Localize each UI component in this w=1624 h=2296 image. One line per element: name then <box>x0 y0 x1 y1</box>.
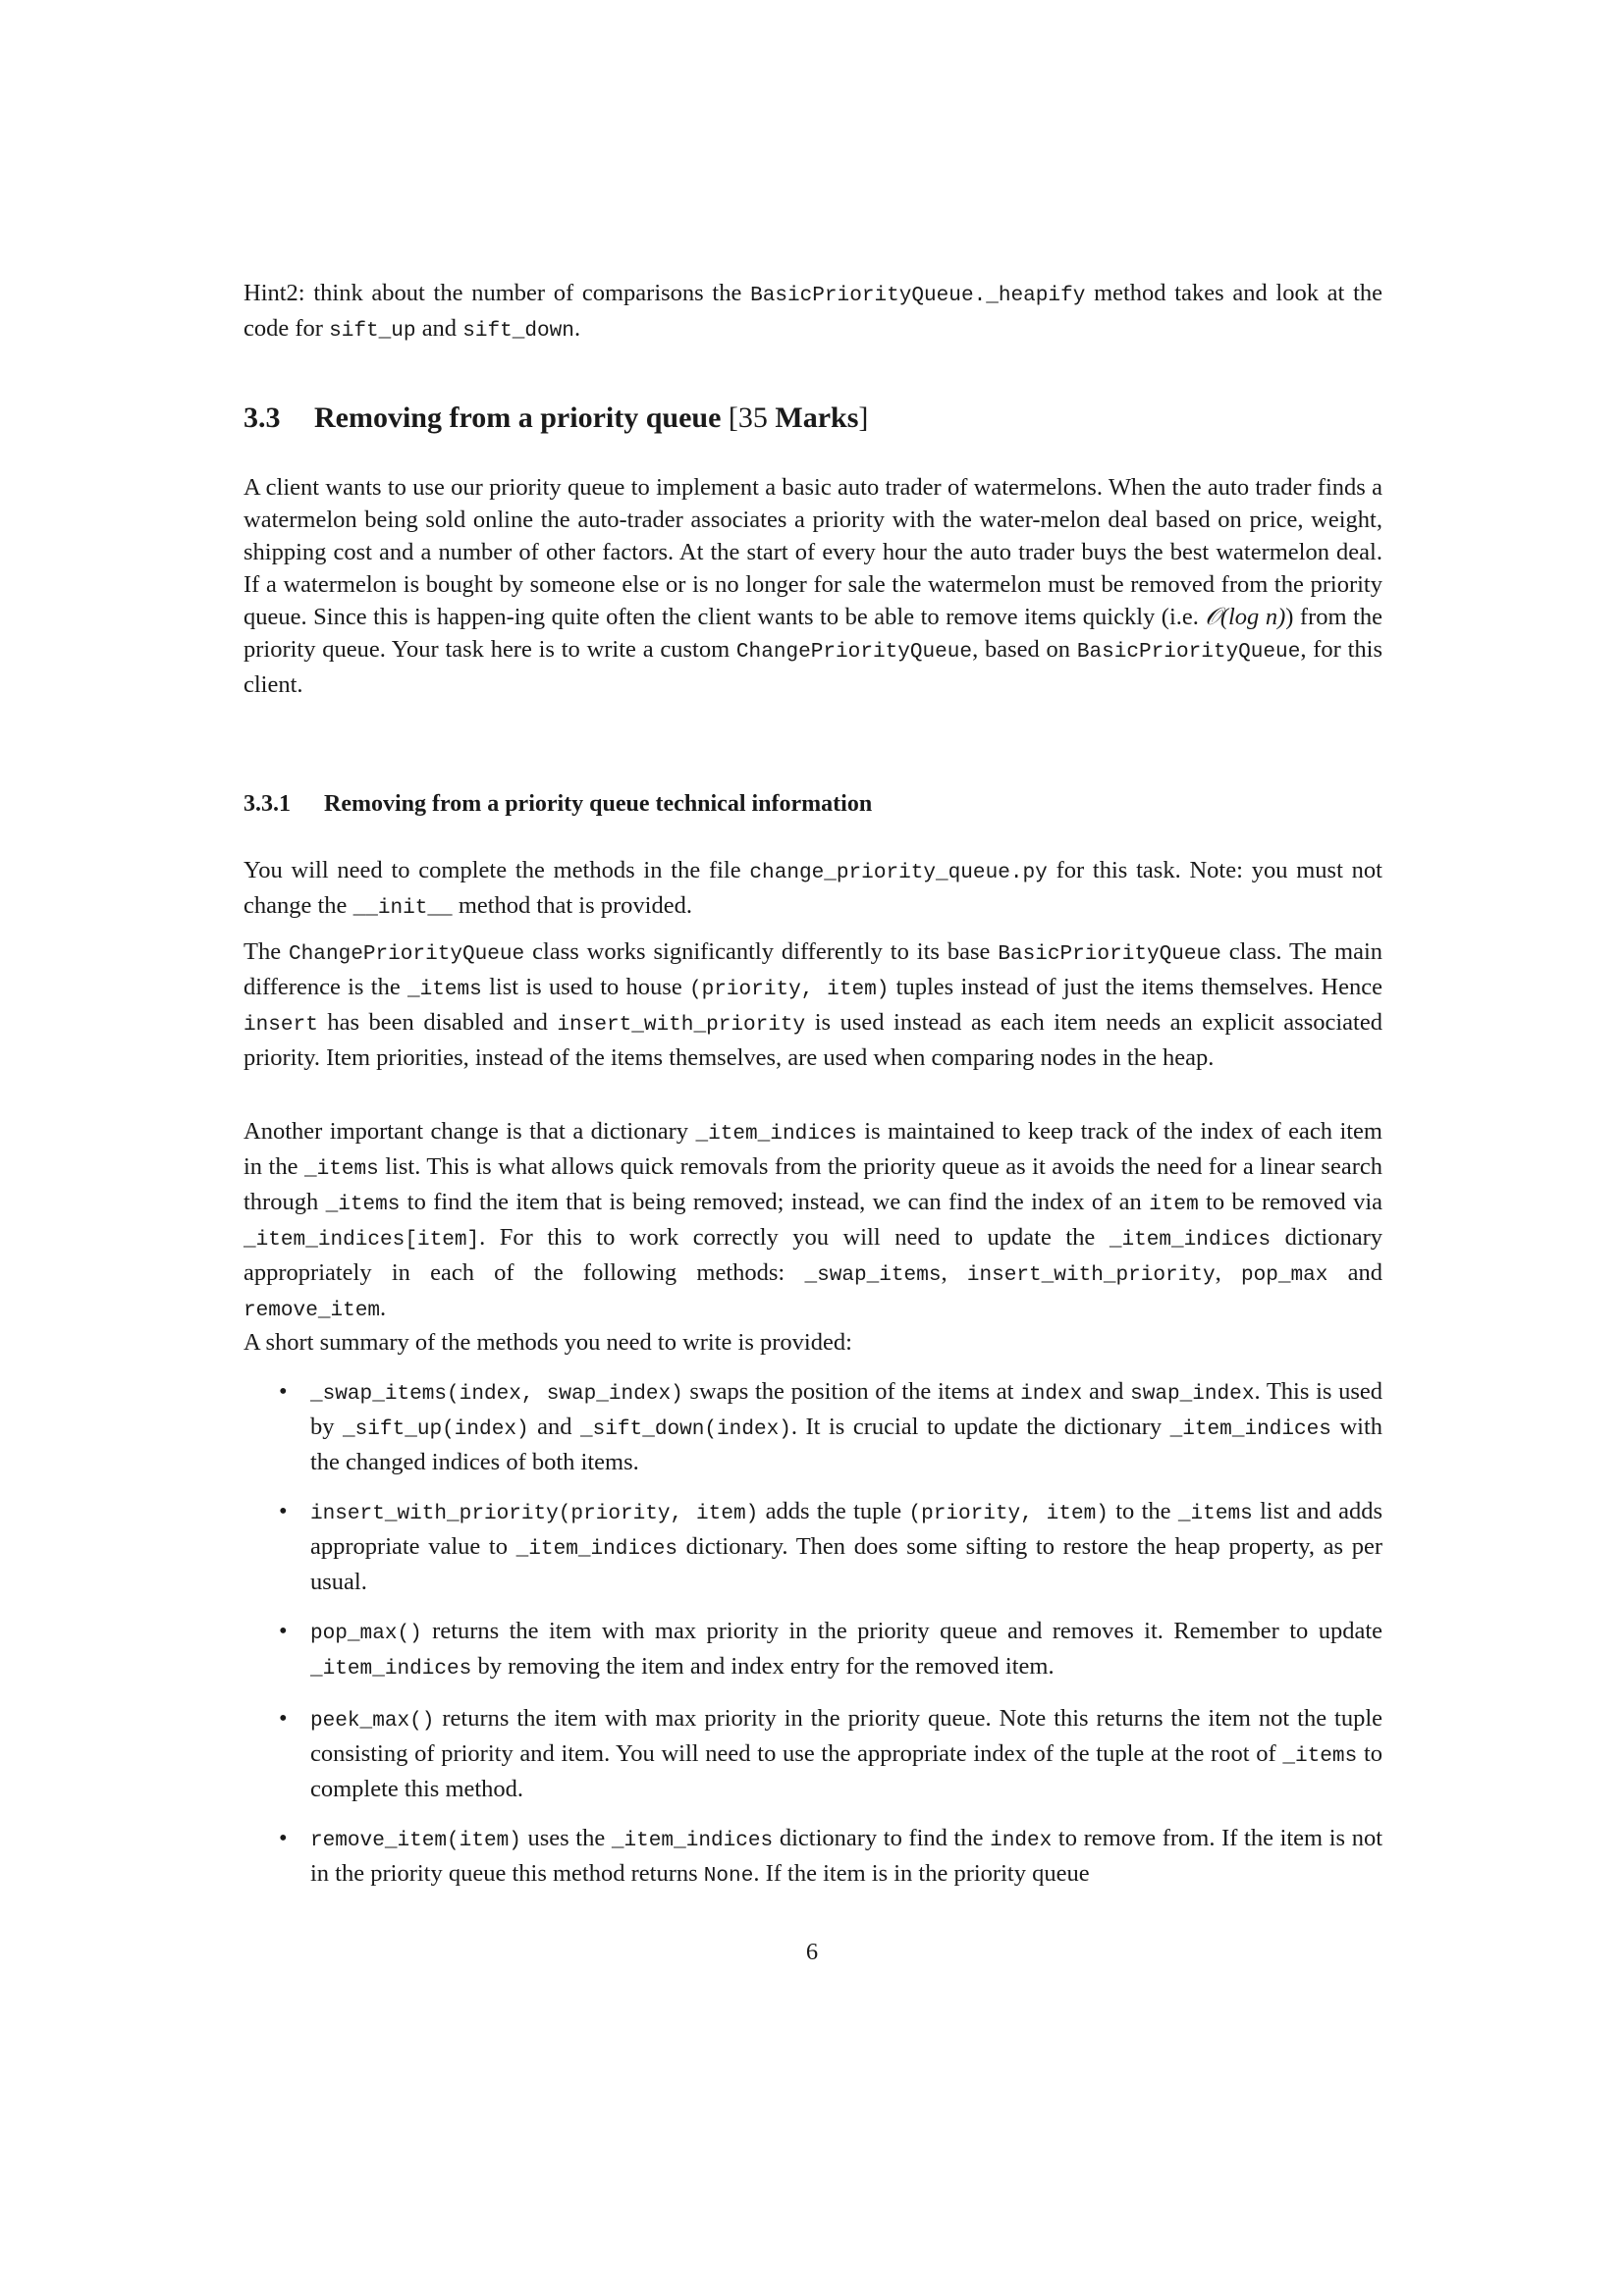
text-run: by removing the item and index entry for the removed item. <box>471 1653 1055 1680</box>
text-run: list is used to house <box>481 974 689 1000</box>
inline-code: _items <box>303 1157 379 1181</box>
inline-code: insert_with_priority(priority, item) <box>310 1502 759 1525</box>
text-run: You will need to complete the methods in the file <box>244 857 750 883</box>
inline-code: remove_item(item) <box>310 1829 521 1852</box>
inline-code: BasicPriorityQueue <box>998 942 1221 966</box>
list-item <box>244 1375 1382 1478</box>
summary-paragraph <box>244 1326 1382 1359</box>
text-run: dictionary to find the <box>773 1825 991 1851</box>
list-item <box>244 1822 1382 1893</box>
subsection-title: Removing from a priority queue technical information <box>324 791 873 817</box>
text-run: list. This is what allows quick removals from the priority queue as it avoids the need for a linear search through <box>244 1153 1382 1215</box>
text-run: to remove from. If the item is not in the priority queue this method returns <box>310 1825 1383 1887</box>
inline-code: _sift_down(index) <box>580 1417 791 1441</box>
list-item <box>244 1615 1382 1685</box>
text-run: , based on <box>972 636 1077 663</box>
text-run: method that is provided. <box>452 892 692 919</box>
bullet-icon: • <box>279 1705 288 1732</box>
inline-code: insert_with_priority <box>557 1013 806 1037</box>
text-run: A short summary of the methods you need to write is provided: <box>244 1329 852 1356</box>
inline-code: (priority, item) <box>688 978 890 1001</box>
inline-code: sift_down <box>462 319 574 343</box>
text-run: , <box>1215 1259 1241 1286</box>
bullet-icon: • <box>279 1498 288 1524</box>
inline-code: peek_max() <box>310 1709 435 1733</box>
inline-code: _swap_items <box>804 1263 942 1287</box>
section-heading <box>244 400 868 436</box>
inline-code: _item_indices <box>1169 1417 1331 1441</box>
text-run: dictionary. Then does some sifting to restore the heap property, as per usual. <box>310 1533 1382 1595</box>
inline-code: sift_up <box>329 319 416 343</box>
text-run: has been disabled and <box>317 1009 558 1036</box>
text-run: to complete this method. <box>310 1740 1382 1802</box>
text-run: . For this to work correctly you will need to update the <box>479 1224 1110 1251</box>
text-run: returns the item with max priority in the priority queue and removes it. Remember to update <box>421 1618 1382 1644</box>
text-run: ) from the priority queue. Your task here is to write a custom <box>244 604 1383 663</box>
subsection-number: 3.3.1 <box>244 791 291 817</box>
methods-list <box>244 1375 1382 1909</box>
inline-code: _swap_items(index, swap_index) <box>310 1382 683 1406</box>
inline-code: insert_with_priority <box>966 1263 1216 1287</box>
inline-code: index <box>990 1829 1053 1852</box>
text-run: , for this client. <box>244 636 1382 698</box>
inline-code: _items <box>406 978 482 1001</box>
inline-code: item <box>1149 1193 1199 1216</box>
inline-code: swap_index <box>1130 1382 1255 1406</box>
text-run: is maintained to keep track of the index of each item in the <box>244 1118 1382 1180</box>
inline-code: BasicPriorityQueue._heapify <box>750 284 1086 307</box>
text-run: . If the item is in the priority queue <box>753 1860 1090 1887</box>
hint-paragraph <box>244 277 1382 347</box>
marks-open: [35 <box>728 401 776 434</box>
list-item <box>244 1495 1382 1598</box>
inline-code: ChangePriorityQueue <box>289 942 525 966</box>
subsection-heading <box>244 789 872 819</box>
text-run: list and adds appropriate value to <box>310 1498 1383 1560</box>
inline-code: _items <box>1282 1744 1358 1768</box>
text-run: class. The main difference is the <box>244 938 1383 1000</box>
text-run: . It is crucial to update the dictionary <box>790 1414 1170 1440</box>
text-run: tuples instead of just the items themselves. Hence <box>889 974 1382 1000</box>
class-difference-paragraph <box>244 935 1382 1074</box>
inline-code: _sift_up(index) <box>343 1417 529 1441</box>
inline-code: _item_indices <box>515 1537 677 1561</box>
text-run: with the changed indices of both items. <box>310 1414 1383 1475</box>
marks-label: Marks <box>775 401 859 434</box>
inline-code: pop_max() <box>310 1622 422 1645</box>
bullet-icon: • <box>279 1825 288 1851</box>
text-run: and <box>528 1414 580 1440</box>
inline-code: pop_max <box>1240 1263 1328 1287</box>
inline-code: _items <box>325 1193 401 1216</box>
text-run: The <box>244 938 290 965</box>
text-run: to be removed via <box>1198 1189 1383 1215</box>
text-run: . <box>573 315 581 342</box>
text-run: and <box>1327 1259 1383 1286</box>
text-run: swaps the position of the items at <box>682 1378 1021 1405</box>
inline-code: insert <box>244 1013 318 1037</box>
text-run: returns the item with max priority in the priority queue. Note this returns the item not the tuple consisting of priority and item. You will need to use the appropriate index of the tuple at the root of <box>310 1705 1382 1767</box>
text-run: , <box>941 1259 967 1286</box>
inline-code: _item_indices <box>310 1657 472 1681</box>
inline-code: _item_indices <box>1109 1228 1272 1252</box>
section-title: Removing from a priority queue <box>314 401 722 434</box>
inline-code: _item_indices[item] <box>244 1228 480 1252</box>
inline-code: change_priority_queue.py <box>749 861 1048 884</box>
text-run: A client wants to use our priority queue to implement a basic auto trader of watermelons. When the auto trader finds a watermelon being sold online the auto-trader associates a priority with the water-melon deal based on price, weight, shipping cost and a number of other factors. At the start of every hour the auto trader buys the best watermelon deal. If a watermelon is bought by someone else or is no longer for sale the watermelon must be removed from the priority queue. Since this is happen-ing quite often the client wants to be able to remove items quickly (i.e. <box>244 474 1382 630</box>
inline-code: ChangePriorityQueue <box>735 640 973 664</box>
bullet-icon: • <box>279 1618 288 1644</box>
inline-code: _items <box>1177 1502 1253 1525</box>
page-number: 6 <box>805 1939 819 1965</box>
inline-code: None <box>703 1864 754 1888</box>
text-run: dictionary appropriately in each of the following methods: <box>244 1224 1383 1286</box>
section-marks <box>729 401 869 434</box>
bullet-icon: • <box>279 1378 288 1405</box>
list-item <box>244 1702 1382 1805</box>
complete-methods-paragraph <box>244 854 1382 925</box>
text-run: . <box>380 1295 387 1321</box>
text-run: and <box>415 315 463 342</box>
inline-code: _item_indices <box>695 1122 857 1146</box>
inline-code: _item_indices <box>611 1829 774 1852</box>
text-run: Another important change is that a dictionary <box>244 1118 696 1145</box>
text-run: to the <box>1108 1498 1178 1524</box>
text-run: class works significantly differently to its base <box>524 938 999 965</box>
inline-code: BasicPriorityQueue <box>1076 640 1301 664</box>
text-run: for this task. Note: you must not change the <box>244 857 1382 919</box>
math-expression: 𝒪(log n) <box>1205 604 1286 630</box>
inline-code: remove_item <box>244 1299 381 1322</box>
marks-close: ] <box>858 401 869 434</box>
text-run: is used instead as each item needs an explicit associated priority. Item priorities, instead of the items themselves, are used when comparing nodes in the heap. <box>244 1009 1382 1071</box>
text-run: to find the item that is being removed; instead, we can find the index of an <box>400 1189 1150 1215</box>
intro-paragraph <box>244 471 1382 701</box>
text-run: uses the <box>520 1825 612 1851</box>
text-run: Hint2: think about the number of comparisons the <box>244 280 751 306</box>
item-indices-paragraph <box>244 1115 1382 1327</box>
section-number: 3.3 <box>244 401 281 434</box>
inline-code: __init__ <box>352 896 453 920</box>
text-run: method takes and look at the code for <box>244 280 1383 342</box>
inline-code: (priority, item) <box>908 1502 1109 1525</box>
text-run: adds the tuple <box>758 1498 909 1524</box>
text-run: and <box>1082 1378 1131 1405</box>
inline-code: index <box>1020 1382 1083 1406</box>
text-run: . This is used by <box>310 1378 1383 1440</box>
